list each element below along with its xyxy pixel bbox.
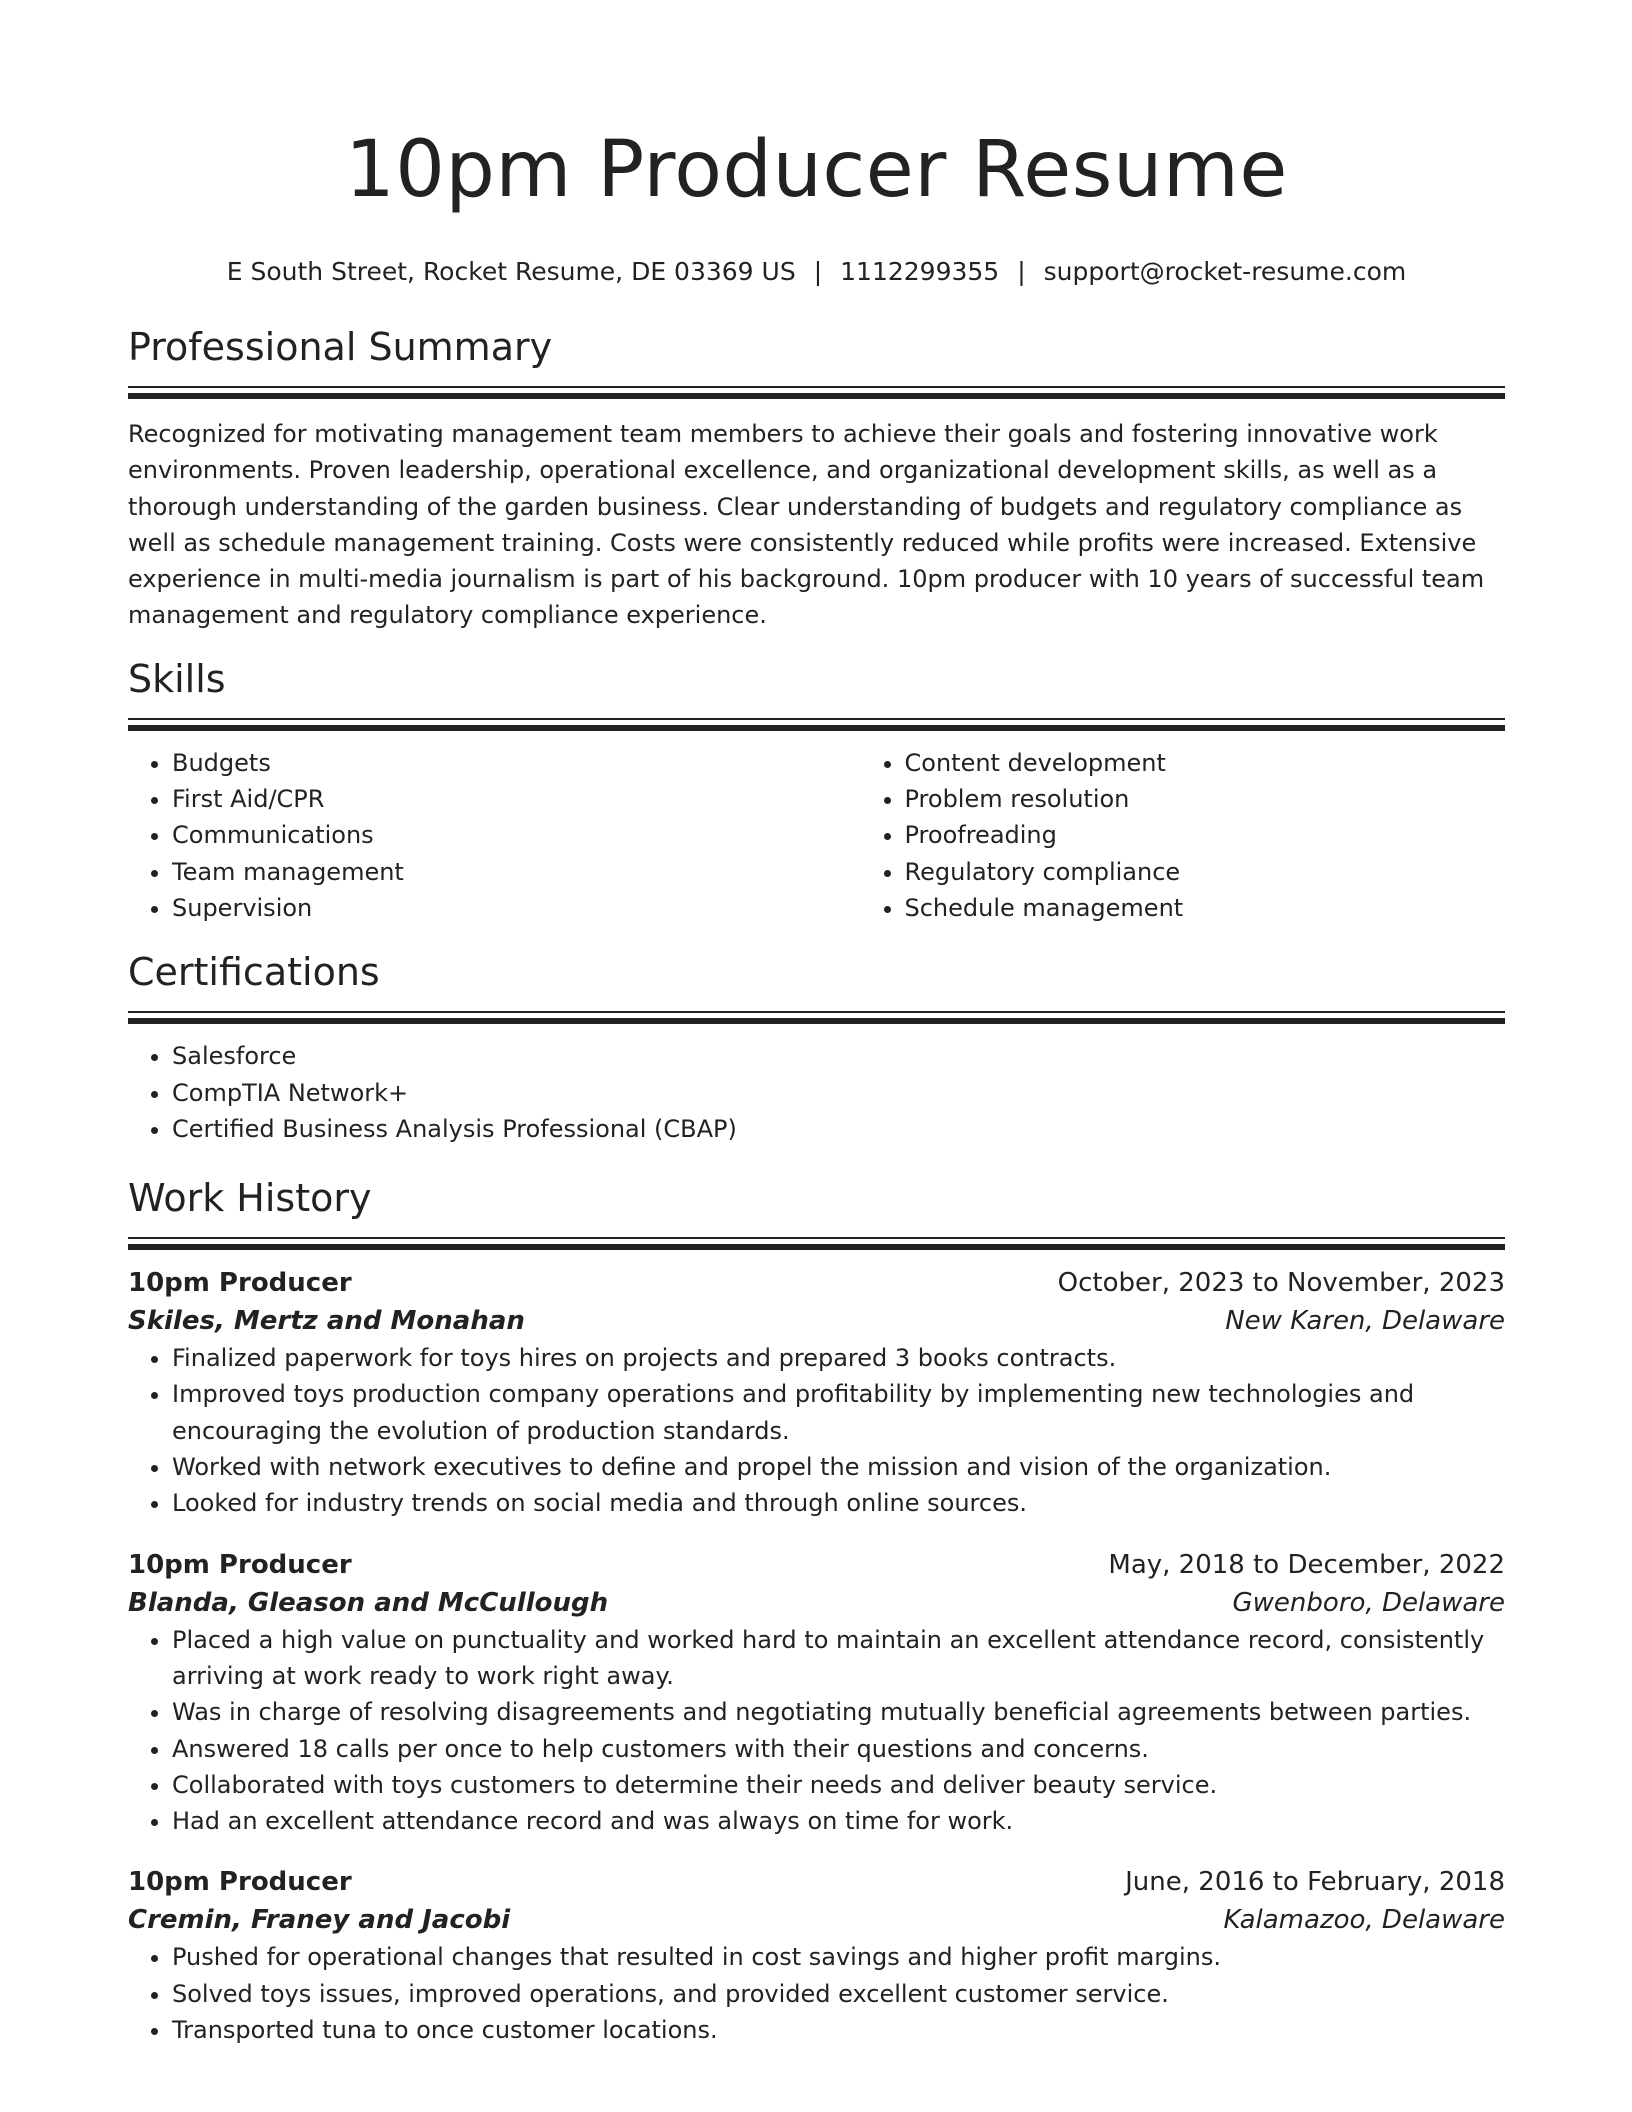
job-entry bbox=[128, 1863, 1505, 2048]
contact-separator: | bbox=[813, 257, 823, 286]
contact-separator: | bbox=[1017, 257, 1026, 286]
skill-item: • Regulatory compliance bbox=[905, 854, 1594, 890]
job-bullet: • Collaborated with toys customers to determine their needs and deliver beauty service. bbox=[172, 1767, 1505, 1803]
job-bullet: • Pushed for operational changes that resulted in cost savings and higher profit margins. bbox=[172, 1939, 1505, 1975]
certification-item: • Certified Business Analysis Professional (CBAP) bbox=[172, 1111, 1505, 1147]
job-title: 10pm Producer bbox=[128, 1268, 352, 1299]
job-bullets bbox=[128, 1939, 1505, 2048]
skill-item: • Schedule management bbox=[905, 890, 1594, 926]
job-dates: June, 2016 to February, 2018 bbox=[1125, 1867, 1505, 1898]
certifications-list bbox=[128, 1038, 1505, 1147]
job-subheader bbox=[128, 1901, 1505, 1939]
job-entry bbox=[128, 1264, 1505, 1521]
section-divider bbox=[128, 386, 1505, 399]
job-subheader bbox=[128, 1584, 1505, 1622]
contact-line bbox=[128, 252, 1505, 292]
job-bullet: • Finalized paperwork for toys hires on projects and prepared 3 books contracts. bbox=[172, 1340, 1505, 1376]
section-heading-skills: Skills bbox=[128, 656, 226, 701]
contact-phone: 1112299355 bbox=[840, 257, 1000, 286]
job-title: 10pm Producer bbox=[128, 1549, 352, 1580]
job-bullet: • Had an excellent attendance record and was always on time for work. bbox=[172, 1803, 1505, 1839]
job-bullet: • Solved toys issues, improved operations, and provided excellent customer service. bbox=[172, 1976, 1505, 2012]
job-dates: October, 2023 to November, 2023 bbox=[1057, 1268, 1505, 1299]
skill-item: • Communications bbox=[172, 817, 861, 853]
job-location: Kalamazoo, Delaware bbox=[1223, 1905, 1505, 1936]
skill-item: • Content development bbox=[905, 745, 1594, 781]
skills-grid bbox=[128, 745, 1505, 926]
skill-item: • First Aid/CPR bbox=[172, 781, 861, 817]
job-bullet: • Placed a high value on punctuality and worked hard to maintain an excellent attendance record, consistently arriving at work ready to work right away. bbox=[172, 1622, 1505, 1695]
job-company: Cremin, Franey and Jacobi bbox=[128, 1905, 511, 1936]
job-location: Gwenboro, Delaware bbox=[1232, 1587, 1505, 1618]
skill-item: • Proofreading bbox=[905, 817, 1594, 853]
certification-item: • CompTIA Network+ bbox=[172, 1075, 1505, 1111]
contact-email: support@rocket-resume.com bbox=[1043, 257, 1407, 286]
job-header bbox=[128, 1863, 1505, 1901]
skill-item: • Team management bbox=[172, 854, 861, 890]
summary-text: Recognized for motivating management team members to achieve their goals and fostering innovative work environments. Proven leadership, operational excellence, and organizational development skills, as well as a thorough understanding of the garden business. Clear understanding of budgets and regulatory compliance as well as schedule management training. Costs were consistently reduced while profits were increased. Extensive experience in multi-media journalism is part of his background. 10pm producer with 10 years of successful team management and regulatory compliance experience. bbox=[128, 420, 1485, 630]
job-bullet: • Worked with network executives to define and propel the mission and vision of the organization. bbox=[172, 1449, 1505, 1485]
job-bullet: • Looked for industry trends on social media and through online sources. bbox=[172, 1485, 1505, 1521]
section-heading-summary: Professional Summary bbox=[128, 325, 553, 369]
job-header bbox=[128, 1546, 1505, 1584]
job-bullets bbox=[128, 1340, 1505, 1521]
job-header bbox=[128, 1264, 1505, 1302]
section-heading-work-history: Work History bbox=[128, 1176, 372, 1221]
certification-item: • Salesforce bbox=[172, 1038, 1505, 1074]
section-divider bbox=[128, 1237, 1505, 1250]
job-dates: May, 2018 to December, 2022 bbox=[1108, 1549, 1505, 1580]
job-bullet: • Was in charge of resolving disagreements and negotiating mutually beneficial agreements between parties. bbox=[172, 1694, 1505, 1730]
skill-item: • Problem resolution bbox=[905, 781, 1594, 817]
section-divider bbox=[128, 718, 1505, 731]
contact-address: E South Street, Rocket Resume, DE 03369 US bbox=[226, 257, 796, 286]
certifications-section bbox=[128, 947, 1505, 1147]
job-bullet: • Transported tuna to once customer locations. bbox=[172, 2012, 1505, 2048]
job-entry bbox=[128, 1546, 1505, 1840]
job-company: Blanda, Gleason and McCullough bbox=[128, 1587, 609, 1618]
skill-item: • Budgets bbox=[172, 745, 861, 781]
skills-list-left bbox=[128, 745, 861, 926]
job-bullet: • Answered 18 calls per once to help customers with their questions and concerns. bbox=[172, 1731, 1505, 1767]
skills-section bbox=[128, 654, 1505, 926]
job-subheader bbox=[128, 1302, 1505, 1340]
section-heading-certifications: Certifications bbox=[128, 950, 380, 995]
job-company: Skiles, Mertz and Monahan bbox=[128, 1306, 525, 1337]
job-bullets bbox=[128, 1622, 1505, 1840]
work-history-section bbox=[128, 1173, 1505, 2048]
section-divider bbox=[128, 1011, 1505, 1024]
resume-title: 10pm Producer Resume bbox=[345, 125, 1288, 215]
job-bullet: • Improved toys production company operations and profitability by implementing new technologies and encouraging the evolution of production standards. bbox=[172, 1376, 1505, 1449]
summary-section bbox=[128, 322, 1505, 634]
job-title: 10pm Producer bbox=[128, 1867, 352, 1898]
skills-list-right bbox=[861, 745, 1594, 926]
skill-item: • Supervision bbox=[172, 890, 861, 926]
job-location: New Karen, Delaware bbox=[1225, 1306, 1505, 1337]
